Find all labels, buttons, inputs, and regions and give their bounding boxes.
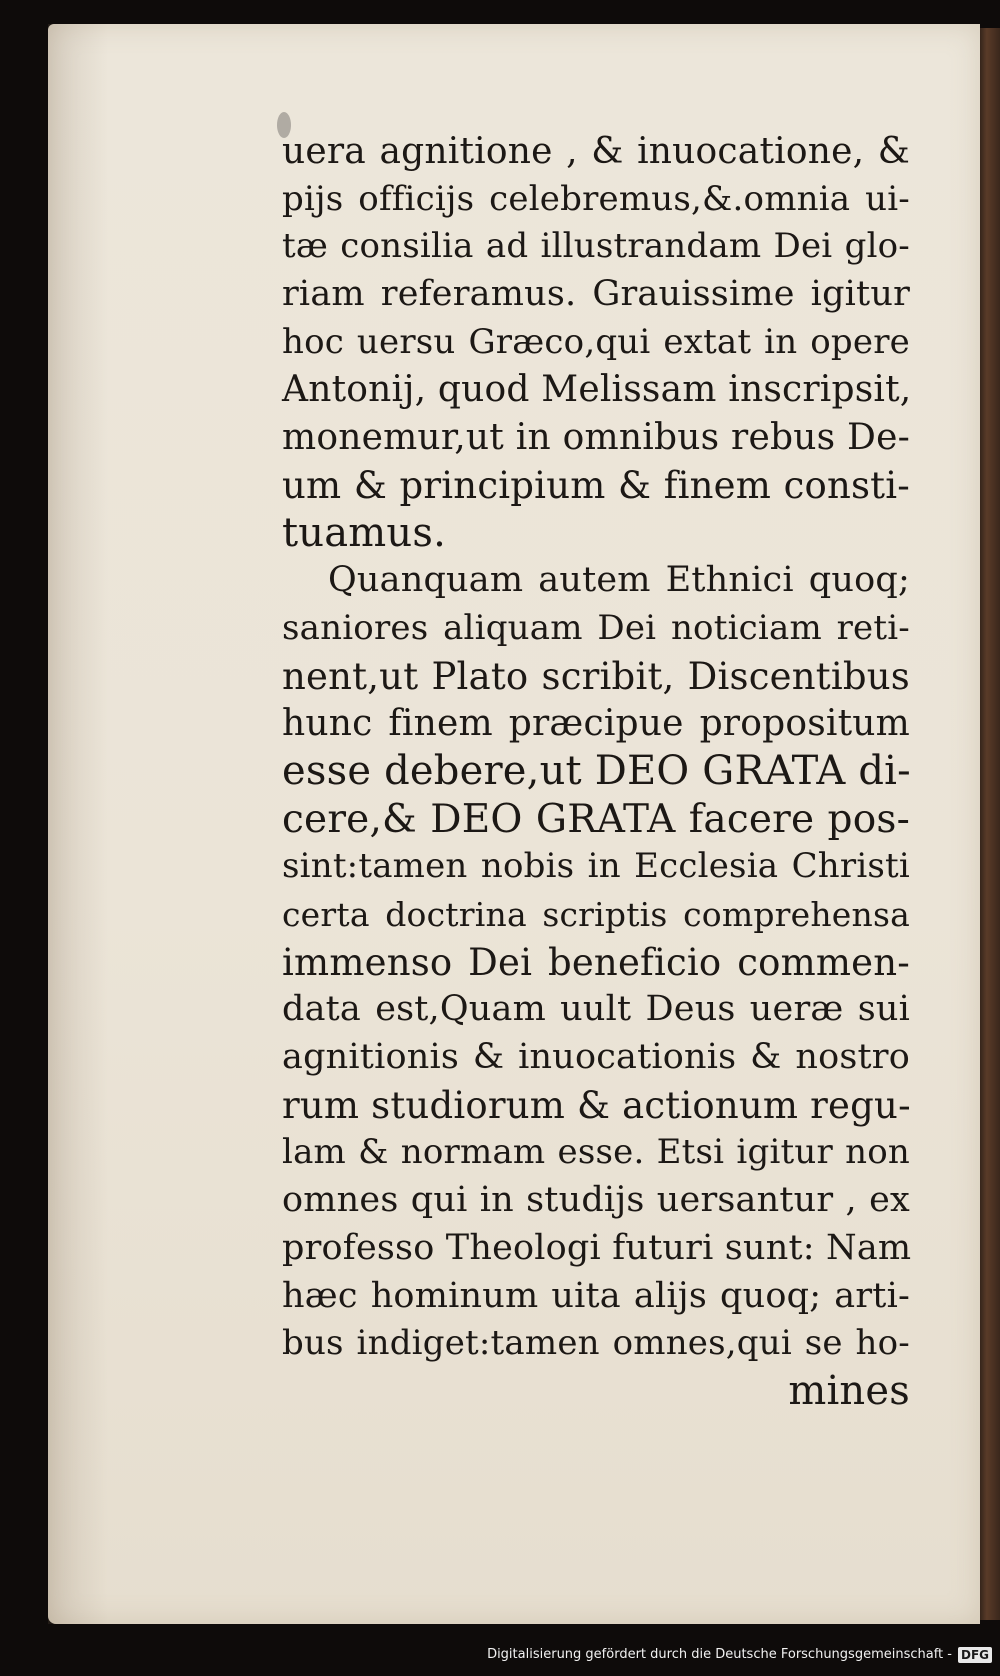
text-line: immenso Dei beneficio commen-: [282, 940, 910, 984]
page-text: [282, 128, 910, 1416]
text-line: Quanquam autem Ethnici quoq;: [328, 560, 910, 601]
text-line: omnes qui in studijs uersantur , ex: [282, 1180, 910, 1221]
text-line: monemur,ut in omnibus rebus De-: [282, 417, 910, 459]
text-line: tæ consilia ad illustrandam Dei glo-: [282, 226, 910, 267]
text-line: hæc hominum uita alijs quoq; arti-: [282, 1275, 910, 1316]
text-line: cere,& DEO GRATA facere pos-: [282, 796, 910, 842]
text-line: agnitionis & inuocationis & nostro: [282, 1037, 910, 1078]
text-line: professo Theologi futuri sunt: Nam: [282, 1227, 912, 1268]
text-line: saniores aliquam Dei noticiam reti-: [282, 607, 910, 648]
text-line: hoc uersu Græco,qui extat in opere: [282, 321, 910, 362]
text-line: sint:tamen nobis in Ecclesia Christi: [282, 846, 910, 887]
book-edge: [978, 28, 1000, 1620]
text-line: data est,Quam uult Deus ueræ sui: [282, 989, 910, 1030]
dfg-logo: DFG: [958, 1647, 992, 1663]
text-line: uera agnitione , & inuocatione, &: [282, 131, 910, 172]
credit-text: Digitalisierung gefördert durch die Deutsche Forschungsgemeinschaft -: [487, 1647, 952, 1662]
text-line: certa doctrina scriptis comprehensa: [282, 895, 910, 934]
text-line: rum studiorum & actionum regu-: [282, 1083, 911, 1127]
text-line: Antonij, quod Melissam inscripsit,: [282, 369, 912, 411]
text-line: um & principium & finem consti-: [282, 463, 910, 507]
text-line: riam referamus. Grauissime igitur: [282, 274, 910, 315]
text-line: lam & normam esse. Etsi igitur non: [282, 1132, 910, 1173]
text-line: esse debere,ut DEO GRATA di-: [282, 747, 911, 794]
text-line: tuamus.: [282, 509, 447, 556]
text-line: bus indiget:tamen omnes,qui se ho-: [282, 1323, 910, 1364]
text-line: nent,ut Plato scribit, Discentibus: [282, 654, 910, 698]
catchword: mines: [788, 1367, 910, 1414]
text-line: pijs officijs celebremus,&.omnia ui-: [282, 178, 910, 219]
text-line: hunc finem præcipue propositum: [282, 703, 910, 745]
digitization-credit: [0, 1642, 992, 1668]
